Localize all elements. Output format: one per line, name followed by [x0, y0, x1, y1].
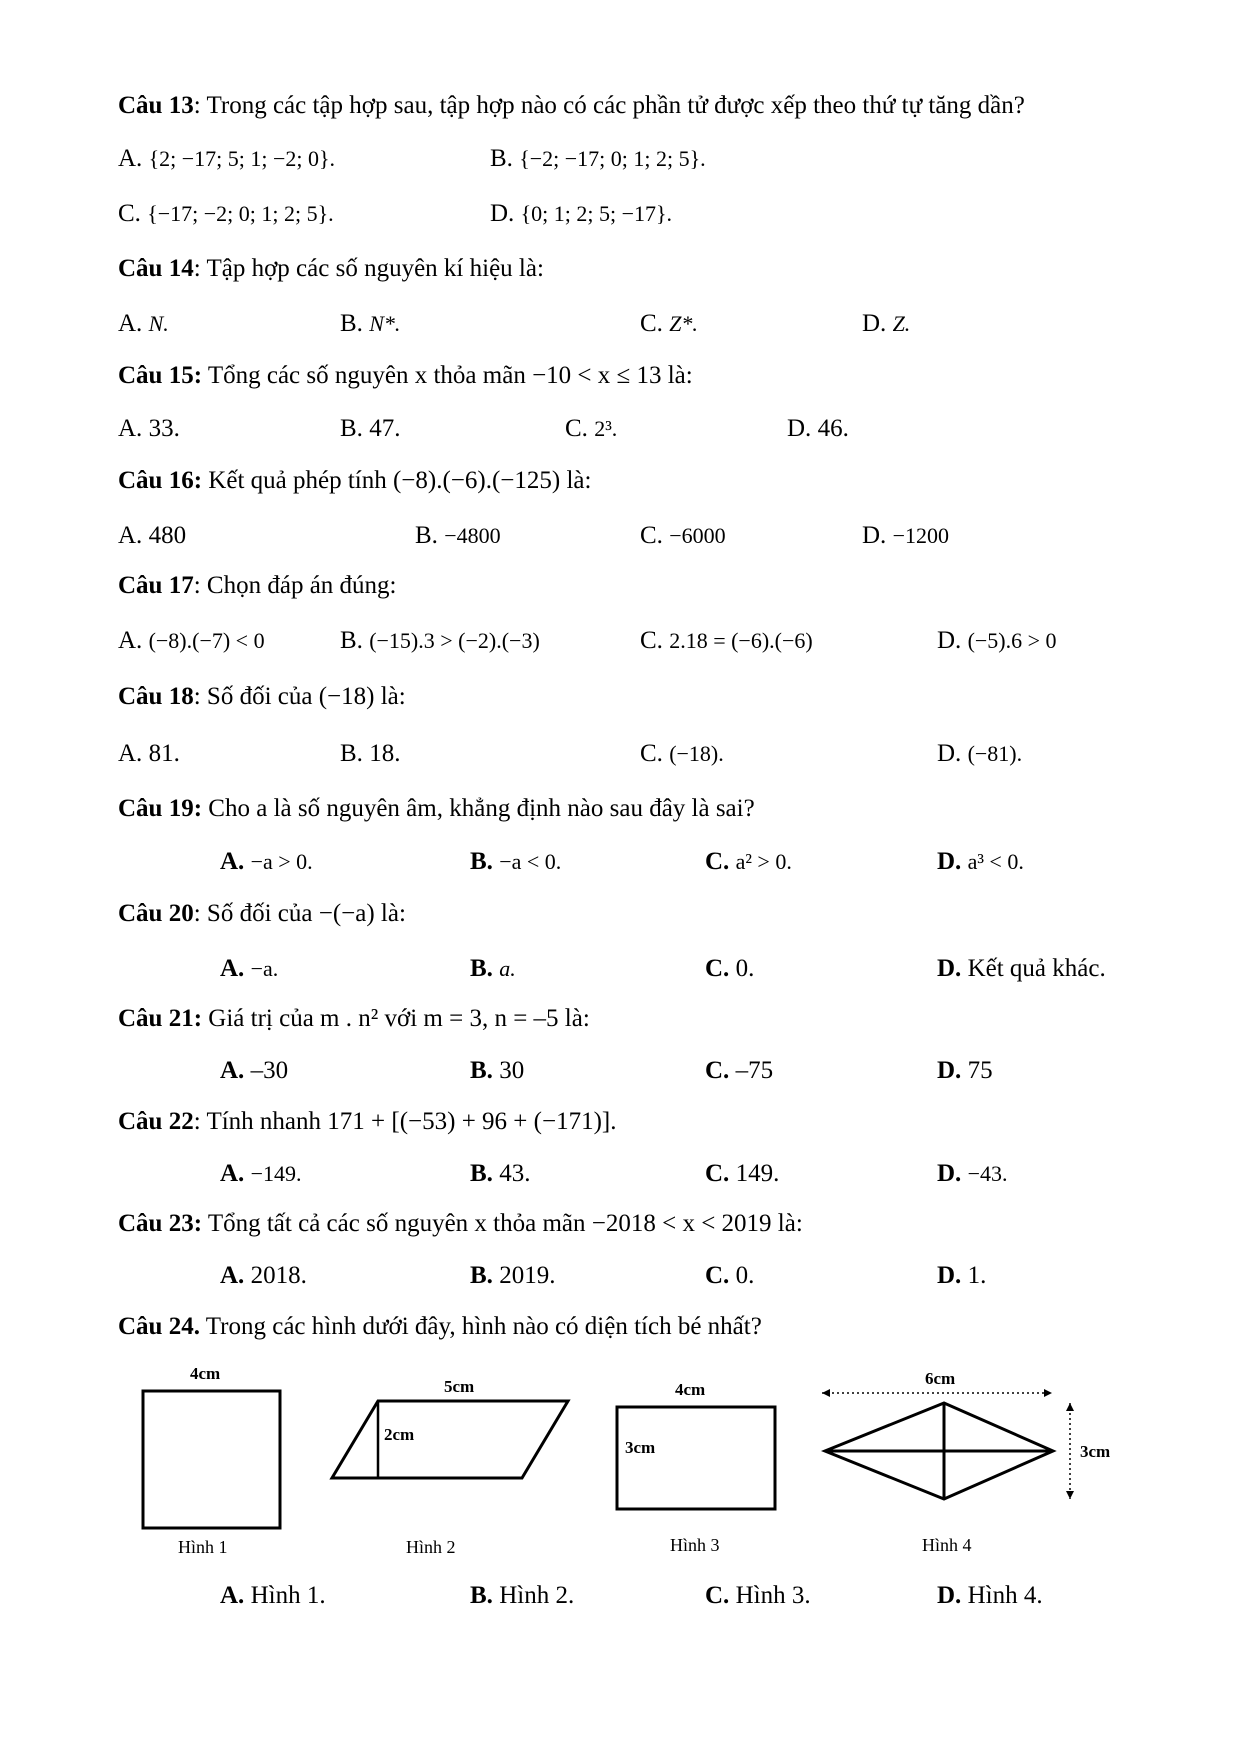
option-value: Z.	[892, 311, 911, 336]
question-19	[118, 795, 755, 823]
h3-caption: Hình 3	[670, 1535, 720, 1555]
option-value: 81.	[148, 740, 180, 767]
question-text: Tổng tất cả các số nguyên x thỏa mãn −2018 < x < 2019 là:	[202, 1210, 803, 1237]
option-13-c[interactable]	[118, 200, 334, 228]
question-text: Số đối của (−18) là:	[200, 683, 406, 710]
option-letter: C.	[705, 1160, 730, 1187]
option-value: −6000	[669, 523, 726, 548]
option-value: 18.	[369, 740, 401, 767]
option-23-c[interactable]	[705, 1262, 754, 1290]
option-value: 1.	[967, 1262, 987, 1289]
question-text: Giá trị của m . n² với m = 3, n = –5 là:	[202, 1005, 590, 1032]
option-14-c[interactable]	[640, 310, 698, 338]
option-letter: D.	[937, 627, 962, 654]
question-15	[118, 362, 693, 390]
h1-square	[143, 1391, 280, 1528]
question-text: Trong các hình dưới đây, hình nào có diện tích bé nhất?	[199, 1313, 762, 1340]
option-value: 0.	[735, 955, 755, 982]
option-value: Kết quả khác.	[967, 955, 1106, 982]
question-21	[118, 1005, 590, 1033]
option-18-c[interactable]	[640, 740, 724, 768]
option-13-a[interactable]	[118, 145, 335, 173]
question-16	[118, 467, 591, 495]
h1-top-label: 4cm	[190, 1364, 221, 1383]
option-letter: B.	[470, 1160, 493, 1187]
option-letter: B.	[340, 310, 363, 337]
question-number: Câu 17	[118, 572, 194, 599]
question-number: Câu 24.	[118, 1313, 200, 1340]
option-18-b[interactable]	[340, 740, 400, 768]
option-value: {2; −17; 5; 1; −2; 0}.	[148, 146, 336, 171]
option-value: Hình 2.	[499, 1582, 575, 1609]
h3-side-label: 3cm	[625, 1438, 656, 1457]
option-value: 30	[499, 1057, 525, 1084]
option-20-b[interactable]	[470, 955, 516, 983]
h3-top-label: 4cm	[675, 1380, 706, 1399]
option-value: –75	[735, 1057, 774, 1084]
option-value: {0; 1; 2; 5; −17}.	[520, 201, 673, 226]
option-value: a.	[499, 956, 516, 981]
option-letter: A.	[220, 955, 245, 982]
option-value: (−15).3 > (−2).(−3)	[369, 628, 540, 653]
option-letter: C.	[640, 627, 663, 654]
option-letter: C.	[705, 1057, 730, 1084]
option-18-d[interactable]	[937, 740, 1022, 768]
option-value: Hình 4.	[967, 1582, 1043, 1609]
option-22-d[interactable]	[937, 1160, 1007, 1188]
option-value: 0.	[735, 1262, 755, 1289]
option-letter: D.	[862, 522, 887, 549]
option-15-b[interactable]	[340, 415, 400, 443]
question-sep: :	[193, 1108, 201, 1135]
option-value: 46.	[817, 415, 849, 442]
option-13-d[interactable]	[490, 200, 672, 228]
option-letter: A.	[220, 1160, 245, 1187]
question-24	[118, 1313, 762, 1341]
option-20-d[interactable]	[937, 955, 1106, 983]
option-letter: A.	[220, 1057, 245, 1084]
question-23	[118, 1210, 803, 1238]
question-sep: :	[193, 255, 201, 282]
option-value: Hình 1.	[250, 1582, 326, 1609]
option-letter: A.	[220, 848, 245, 875]
option-17-c[interactable]	[640, 627, 813, 655]
question-number: Câu 20	[118, 900, 194, 927]
h2-caption: Hình 2	[406, 1537, 456, 1555]
h4-width-arrow-left	[822, 1389, 830, 1397]
question-22	[118, 1108, 616, 1136]
option-letter: B.	[490, 145, 513, 172]
option-value: a² > 0.	[735, 849, 792, 874]
option-value: −a < 0.	[499, 849, 562, 874]
question-text: Tính nhanh 171 + [(−53) + 96 + (−171)].	[200, 1108, 617, 1135]
option-letter: B.	[470, 1582, 493, 1609]
option-23-b[interactable]	[470, 1262, 555, 1290]
option-21-c[interactable]	[705, 1057, 773, 1085]
option-24-c[interactable]	[705, 1582, 811, 1610]
question-number: Câu 13	[118, 92, 194, 119]
question-number: Câu 16:	[118, 467, 203, 494]
option-20-c[interactable]	[705, 955, 754, 983]
option-19-a[interactable]	[220, 848, 313, 876]
option-21-a[interactable]	[220, 1057, 288, 1085]
question-sep: :	[193, 92, 201, 119]
question-number: Câu 14	[118, 255, 194, 282]
question-number: Câu 15:	[118, 362, 203, 389]
option-value: N*.	[369, 311, 401, 336]
option-value: 43.	[499, 1160, 531, 1187]
option-value: (−81).	[967, 741, 1023, 766]
h2-top-label: 5cm	[444, 1377, 475, 1396]
option-letter: A.	[220, 1262, 245, 1289]
option-17-d[interactable]	[937, 627, 1057, 655]
option-letter: D.	[490, 200, 515, 227]
option-14-a[interactable]	[118, 310, 169, 338]
question-number: Câu 22	[118, 1108, 194, 1135]
option-letter: A.	[118, 522, 143, 549]
option-15-d[interactable]	[787, 415, 849, 443]
option-letter: C.	[118, 200, 141, 227]
figures-row	[0, 1355, 1241, 1555]
question-text: Tổng các số nguyên x thỏa mãn −10 < x ≤ 13 là:	[202, 362, 693, 389]
question-text: Tập hợp các số nguyên kí hiệu là:	[200, 255, 544, 282]
option-19-b[interactable]	[470, 848, 561, 876]
question-text: Số đối của −(−a) là:	[200, 900, 406, 927]
option-letter: B.	[415, 522, 438, 549]
option-letter: D.	[862, 310, 887, 337]
option-letter: C.	[705, 955, 730, 982]
h2-height-label: 2cm	[384, 1425, 415, 1444]
option-letter: C.	[640, 522, 663, 549]
option-16-a[interactable]	[118, 522, 186, 550]
question-sep: :	[193, 900, 201, 927]
option-letter: C.	[705, 848, 730, 875]
option-24-b[interactable]	[470, 1582, 574, 1610]
option-value: (−18).	[669, 741, 724, 766]
h2-parallelogram	[332, 1401, 568, 1478]
option-letter: A.	[118, 627, 143, 654]
option-value: −149.	[250, 1161, 302, 1186]
option-19-d[interactable]	[937, 848, 1024, 876]
option-letter: C.	[565, 415, 588, 442]
question-20	[118, 900, 406, 928]
option-16-c[interactable]	[640, 522, 726, 550]
option-value: {−17; −2; 0; 1; 2; 5}.	[147, 201, 334, 226]
option-letter: B.	[340, 415, 363, 442]
option-letter: D.	[787, 415, 812, 442]
question-17	[118, 572, 397, 600]
option-letter: A.	[118, 145, 143, 172]
option-value: −43.	[967, 1161, 1008, 1186]
option-15-c[interactable]	[565, 415, 617, 443]
question-sep: :	[193, 683, 201, 710]
option-value: −a > 0.	[250, 849, 313, 874]
h4-height-arrow-bottom	[1066, 1491, 1074, 1499]
option-19-c[interactable]	[705, 848, 792, 876]
option-13-b[interactable]	[490, 145, 706, 173]
option-value: (−5).6 > 0	[967, 628, 1057, 653]
option-value: 47.	[369, 415, 401, 442]
option-letter: D.	[937, 848, 962, 875]
option-value: {−2; −17; 0; 1; 2; 5}.	[519, 146, 706, 171]
option-letter: D.	[937, 1160, 962, 1187]
h4-side-label: 3cm	[1080, 1442, 1111, 1461]
option-letter: B.	[470, 1057, 493, 1084]
option-value: Hình 3.	[735, 1582, 811, 1609]
question-text: Trong các tập hợp sau, tập hợp nào có các phần tử được xếp theo thứ tự tăng dần?	[200, 92, 1025, 119]
option-value: 2019.	[499, 1262, 556, 1289]
option-value: (−8).(−7) < 0	[148, 628, 265, 653]
h4-caption: Hình 4	[922, 1535, 972, 1555]
h4-top-label: 6cm	[925, 1369, 956, 1388]
question-text: Chọn đáp án đúng:	[200, 572, 397, 599]
option-letter: C.	[640, 310, 663, 337]
option-letter: D.	[937, 1057, 962, 1084]
option-letter: B.	[340, 740, 363, 767]
option-letter: A.	[118, 740, 143, 767]
option-letter: C.	[640, 740, 663, 767]
option-24-d[interactable]	[937, 1582, 1043, 1610]
option-value: 149.	[735, 1160, 780, 1187]
option-letter: C.	[705, 1582, 730, 1609]
option-letter: D.	[937, 955, 962, 982]
option-value: 2018.	[250, 1262, 307, 1289]
question-14	[118, 255, 544, 283]
question-number: Câu 21:	[118, 1005, 203, 1032]
option-21-d[interactable]	[937, 1057, 993, 1085]
question-18	[118, 683, 406, 711]
option-letter: A.	[220, 1582, 245, 1609]
option-value: 2³.	[594, 416, 618, 441]
option-value: –30	[250, 1057, 289, 1084]
option-value: −4800	[444, 523, 501, 548]
option-15-a[interactable]	[118, 415, 180, 443]
option-letter: D.	[937, 1262, 962, 1289]
question-number: Câu 18	[118, 683, 194, 710]
option-22-b[interactable]	[470, 1160, 530, 1188]
option-17-a[interactable]	[118, 627, 265, 655]
option-letter: B.	[470, 1262, 493, 1289]
option-letter: A.	[118, 310, 143, 337]
option-value: 33.	[148, 415, 180, 442]
option-21-b[interactable]	[470, 1057, 524, 1085]
h1-caption: Hình 1	[178, 1537, 228, 1555]
option-letter: B.	[470, 848, 493, 875]
option-value: 75	[967, 1057, 993, 1084]
option-letter: B.	[340, 627, 363, 654]
option-22-c[interactable]	[705, 1160, 779, 1188]
option-value: 2.18 = (−6).(−6)	[669, 628, 813, 653]
option-value: −a.	[250, 956, 279, 981]
option-17-b[interactable]	[340, 627, 540, 655]
option-value: −1200	[892, 523, 949, 548]
question-text: Kết quả phép tính (−8).(−6).(−125) là:	[202, 467, 592, 494]
option-20-a[interactable]	[220, 955, 278, 983]
option-value: Z*.	[669, 311, 698, 336]
option-18-a[interactable]	[118, 740, 180, 768]
question-number: Câu 19:	[118, 795, 203, 822]
option-16-d[interactable]	[862, 522, 949, 550]
option-16-b[interactable]	[415, 522, 501, 550]
question-number: Câu 23:	[118, 1210, 203, 1237]
option-14-b[interactable]	[340, 310, 400, 338]
option-letter: B.	[470, 955, 493, 982]
option-letter: A.	[118, 415, 143, 442]
option-value: 480	[148, 522, 187, 549]
option-letter: D.	[937, 740, 962, 767]
option-24-a[interactable]	[220, 1582, 326, 1610]
option-value: N.	[148, 311, 169, 336]
question-sep: :	[193, 572, 201, 599]
option-letter: C.	[705, 1262, 730, 1289]
option-letter: D.	[937, 1582, 962, 1609]
question-text: Cho a là số nguyên âm, khẳng định nào sau đây là sai?	[202, 795, 755, 822]
option-14-d[interactable]	[862, 310, 910, 338]
option-22-a[interactable]	[220, 1160, 301, 1188]
question-13	[118, 92, 1025, 120]
h4-width-arrow-right	[1044, 1389, 1052, 1397]
option-23-a[interactable]	[220, 1262, 307, 1290]
option-value: a³ < 0.	[967, 849, 1024, 874]
option-23-d[interactable]	[937, 1262, 986, 1290]
h3-rectangle	[617, 1407, 775, 1509]
h4-height-arrow-top	[1066, 1403, 1074, 1411]
